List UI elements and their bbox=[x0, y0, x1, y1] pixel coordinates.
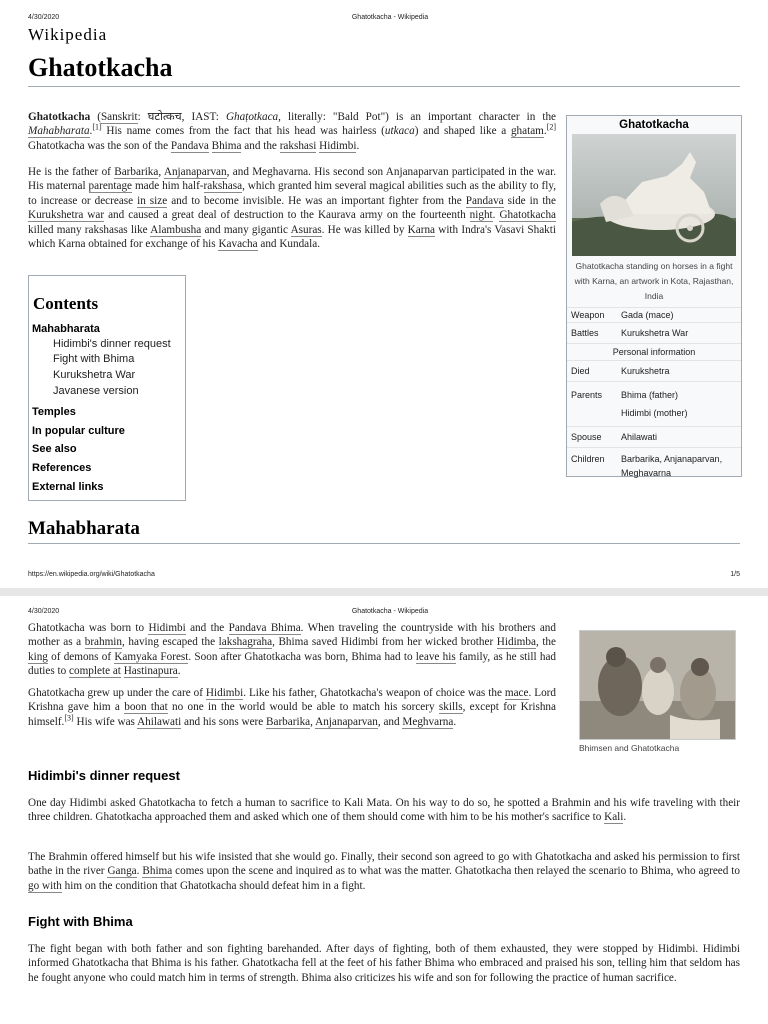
table-of-contents bbox=[28, 275, 186, 501]
infobox-row-children: Children Barbarika, Anjanaparvan, Meghavarna bbox=[567, 447, 741, 484]
link-anjanaparvan-2[interactable]: Anjanaparvan bbox=[315, 715, 378, 728]
painting-caption: Bhimsen and Ghatotkacha bbox=[579, 743, 680, 753]
link-ghatotkacha[interactable]: Ghatotkacha bbox=[499, 209, 557, 222]
link-mahabharata[interactable]: Mahabharata bbox=[28, 125, 90, 138]
link-hastinapura[interactable]: Hastinapura bbox=[123, 665, 178, 678]
dinner-paragraph-1: One day Hidimbi asked Ghatotkacha to fetch a human to sacrifice to Kali Mata. On his way to do so, he spotted a Brahmin and his wife traveling with their three children. Ghatotkacha approached them and asked which one of them should come with him to be his mother's sacrifice to Kali. bbox=[28, 797, 740, 824]
link-ghatam[interactable]: ghatam bbox=[510, 125, 544, 138]
ref-3[interactable]: [3] bbox=[64, 713, 74, 723]
infobox-title: Ghatotkacha bbox=[619, 119, 689, 131]
link-boon[interactable]: boon that bbox=[124, 701, 168, 714]
toc-item-temples[interactable]: Temples bbox=[32, 406, 76, 418]
toc-item-see-also[interactable]: See also bbox=[32, 443, 77, 455]
link-barbarika-2[interactable]: Barbarika bbox=[266, 715, 311, 728]
upbringing-paragraph: Ghatotkacha grew up under the care of Hidimbi. Like his father, Ghatotkacha's weapon of choice was the mace. Lord Krishna gave him a boon that no one in the world would be able to match his sorcery skills, except for Krishna himself.[3] His wife was Ahilawati and his sons were Barbarika, Anjanaparvan, and Meghvarna. bbox=[28, 687, 557, 728]
link-kamyaka-forest[interactable]: Kamyaka Forest bbox=[114, 650, 189, 663]
link-king[interactable]: king bbox=[28, 650, 48, 663]
intro-paragraph: Ghatotkacha (Sanskrit: घटोत्कच, IAST: Ghaṭotkaca, literally: "Bald Pot") is an important character in the Mahabharata.[1] His name comes from the fact that his head was hairless (utkaca) and shaped like a ghatam.[2] Ghatotkacha was the son of the Pandava Bhima and the rakshasi Hidimbi. bbox=[28, 111, 557, 152]
link-asuras[interactable]: Asuras bbox=[290, 223, 322, 236]
infobox-caption: Ghatotkacha standing on horses in a fight with Karna, an artwork in Kota, Rajasthan, India bbox=[574, 261, 734, 301]
toc-item-dinner-request[interactable]: Hidimbi's dinner request bbox=[53, 338, 171, 350]
toc-item-mahabharata[interactable]: Mahabharata bbox=[32, 323, 100, 335]
print-header-title-2: Ghatotkacha - Wikipedia bbox=[351, 608, 429, 615]
link-leave-his[interactable]: leave his bbox=[415, 650, 456, 663]
link-hidimbi[interactable]: Hidimbi bbox=[319, 139, 357, 152]
heading-fight-with-bhima: Fight with Bhima bbox=[28, 914, 133, 929]
link-hidimbi-3[interactable]: Hidimbi bbox=[205, 687, 244, 699]
heading-dinner-request: Hidimbi's dinner request bbox=[28, 768, 180, 783]
infobox bbox=[566, 115, 742, 477]
fight-paragraph: The fight began with both father and son fighting barehanded. After days of fighting, both of them exhausted, they were stopped by Hidimbi. Hidimbi informed Ghatotkacha that Bhima is his father. Ghatotkacha fell at the feet of his father Bhima who embraced and praised his son, telling him that seldom has he fought anyone who could match him in terms of strength. Bhima also criticizes his wife and son for following the practice of human sacrifice. bbox=[28, 943, 740, 984]
dinner-paragraph-2: The Brahmin offered himself but his wife insisted that she would go. Finally, their second son agreed to go with Ghatotkacha and asked his permission to first bathe in the river Ganga. Bhima comes upon the scene and inquired as to what was the matter. Ghatotkacha then relayed the scenario to Bhima, who agreed to go with him on the condition that Ghatotkacha should defeat him in a fight. bbox=[28, 851, 740, 892]
link-lakshagraha[interactable]: lakshagraha bbox=[218, 636, 273, 649]
link-in-size[interactable]: in size bbox=[137, 194, 168, 207]
title-rule bbox=[28, 86, 740, 87]
toc-item-popular-culture[interactable]: In popular culture bbox=[32, 425, 125, 437]
page-title: Ghatotkacha bbox=[28, 53, 173, 82]
link-kali[interactable]: Kali bbox=[604, 811, 624, 824]
link-bhima[interactable]: Bhima bbox=[211, 139, 242, 152]
link-pandava[interactable]: Pandava bbox=[170, 139, 209, 152]
link-complete-at[interactable]: complete at bbox=[69, 665, 121, 678]
infobox-row-spouse: Spouse Ahilawati bbox=[567, 426, 741, 447]
print-footer-url: https://en.wikipedia.org/wiki/Ghatotkacha bbox=[28, 571, 155, 578]
link-hidimba[interactable]: Hidimba bbox=[496, 636, 536, 649]
infobox-image[interactable] bbox=[572, 134, 736, 256]
second-paragraph: He is the father of Barbarika, Anjanaparvan, and Meghavarna. His second son Anjanaparvan participated in the war. His maternal parentage made him half-rakshasa, which granted him several magical abilities such as the ability to fly, to increase or decrease in size and to become invisible. He was an important fighter from the Pandava side in the Kurukshetra war and caused a great deal of destruction to the Kaurava army on the fourteenth night. Ghatotkacha killed many rakshasas like Alambusha and many gigantic Asuras. He was killed by Karna with Indra's Vasavi Shakti which Karna obtained for exchange of his Kavacha and Kundala. bbox=[28, 166, 557, 251]
toc-item-javanese-version[interactable]: Javanese version bbox=[53, 385, 139, 397]
print-date-2: 4/30/2020 bbox=[28, 608, 60, 615]
infobox-row-died: Died Kurukshetra bbox=[567, 360, 741, 381]
infobox-row-battles: Battles Kurukshetra War bbox=[567, 322, 741, 343]
link-rakshasa[interactable]: rakshasa bbox=[203, 180, 243, 193]
link-brahmin[interactable]: brahmin bbox=[84, 636, 123, 649]
link-mace[interactable]: mace bbox=[504, 687, 529, 699]
birth-paragraph: Ghatotkacha was born to Hidimbi and the Pandava Bhima. When traveling the countryside with his brothers and mother as a brahmin, having escaped the lakshagraha, Bhima saved Hidimbi from her wicked brother Hidimba, the king of demons of Kamyaka Forest. Soon after Ghatotkacha was born, Bhima had to leave his family, as he still had duties to complete at Hastinapura. bbox=[28, 622, 557, 678]
link-ganga[interactable]: Ganga bbox=[107, 865, 137, 878]
link-pandava-bhima[interactable]: Pandava Bhima bbox=[228, 622, 301, 634]
link-sanskrit[interactable]: Sanskrit bbox=[100, 111, 138, 123]
section-heading-mahabharata: Mahabharata bbox=[28, 518, 140, 539]
link-parentage[interactable]: parentage bbox=[88, 180, 133, 193]
link-go-with[interactable]: go with bbox=[28, 879, 62, 892]
toc-title: Contents bbox=[33, 294, 99, 313]
painting-image[interactable] bbox=[579, 630, 736, 740]
infobox-row-parents: Parents Bhima (father) Hidimbi (mother) bbox=[567, 381, 741, 426]
link-anjanaparvan[interactable]: Anjanaparvan bbox=[163, 166, 227, 178]
page-break bbox=[0, 588, 768, 596]
link-night[interactable]: night bbox=[469, 209, 493, 222]
print-header-title: Ghatotkacha - Wikipedia bbox=[351, 14, 429, 21]
toc-item-fight-with-bhima[interactable]: Fight with Bhima bbox=[53, 353, 135, 365]
link-pandava-side[interactable]: Pandava bbox=[465, 194, 504, 207]
infobox-row-weapon: Weapon Gada (mace) bbox=[567, 307, 741, 322]
print-date: 4/30/2020 bbox=[28, 14, 60, 21]
link-rakshasi[interactable]: rakshasi bbox=[279, 139, 317, 152]
link-kavacha[interactable]: Kavacha bbox=[218, 238, 258, 251]
toc-item-external-links[interactable]: External links bbox=[32, 481, 104, 493]
link-karna[interactable]: Karna bbox=[407, 223, 436, 236]
wikipedia-logo[interactable]: Wikipedia bbox=[28, 25, 108, 44]
link-bhima-2[interactable]: Bhima bbox=[142, 865, 173, 878]
statue-photo bbox=[572, 134, 736, 256]
ref-2[interactable]: [2] bbox=[546, 122, 557, 132]
link-alambusha[interactable]: Alambusha bbox=[150, 223, 202, 236]
link-ahilawati[interactable]: Ahilawati bbox=[137, 715, 182, 728]
toc-item-references[interactable]: References bbox=[32, 462, 92, 474]
toc-item-kurukshetra-war[interactable]: Kurukshetra War bbox=[53, 369, 136, 381]
link-meghvarna[interactable]: Meghvarna bbox=[402, 715, 454, 728]
link-barbarika[interactable]: Barbarika bbox=[114, 166, 159, 178]
section-rule bbox=[28, 543, 740, 544]
ref-1[interactable]: [1] bbox=[92, 122, 102, 132]
infobox-personal-header: Personal information bbox=[567, 343, 741, 360]
subject-name: Ghatotkacha bbox=[28, 111, 91, 123]
print-page-number: 1/5 bbox=[730, 571, 740, 578]
bhimsen-painting bbox=[580, 631, 735, 739]
link-kurukshetra-war[interactable]: Kurukshetra war bbox=[28, 209, 105, 222]
link-skills[interactable]: skills bbox=[438, 701, 463, 714]
link-hidimbi-2[interactable]: Hidimbi bbox=[148, 622, 186, 634]
